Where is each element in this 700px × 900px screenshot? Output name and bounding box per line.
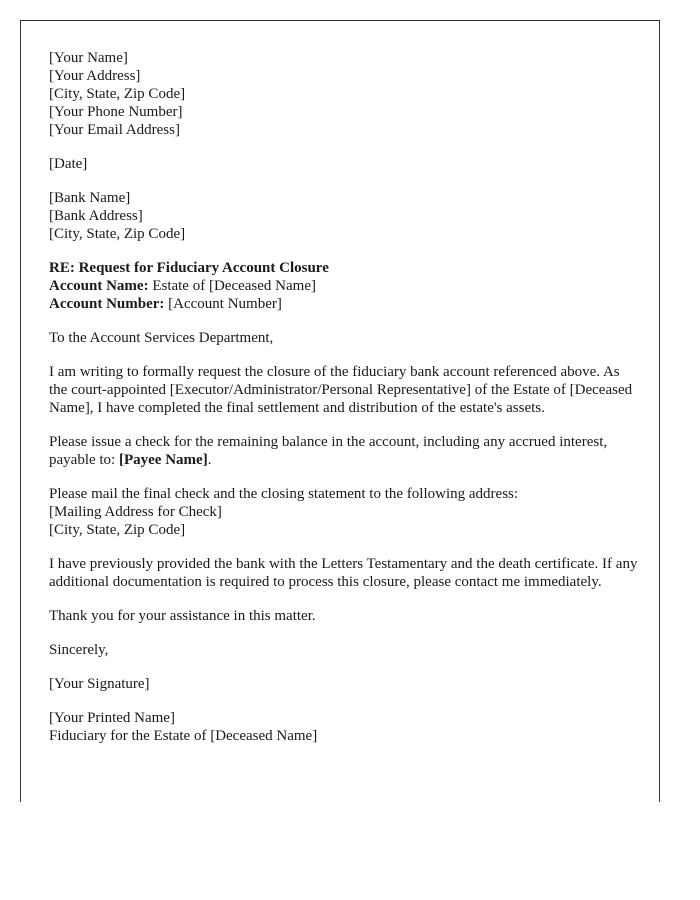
sender-block <box>49 49 639 139</box>
sender-name: [Your Name] <box>49 50 128 66</box>
signer-block <box>49 709 639 745</box>
sender-email: [Your Email Address] <box>49 122 180 138</box>
mailing-intro: Please mail the final check and the closing statement to the following address: <box>49 486 519 502</box>
body-paragraph-4: I have previously provided the bank with the Letters Testamentary and the death certificate. If any additional documentation is required to process this closure, please contact me immediately. <box>49 556 638 590</box>
sender-city-state-zip: [City, State, Zip Code] <box>49 86 186 102</box>
paragraph2-period: . <box>207 452 212 468</box>
salutation: To the Account Services Department, <box>49 330 274 346</box>
account-number-line <box>49 295 639 313</box>
body-paragraph-5: Thank you for your assistance in this matter. <box>49 608 316 624</box>
signer-title: Fiduciary for the Estate of [Deceased Name] <box>49 728 318 744</box>
mailing-address: [Mailing Address for Check] <box>49 504 222 520</box>
bank-address: [Bank Address] <box>49 208 143 224</box>
account-name-line <box>49 277 639 295</box>
bank-city-state-zip: [City, State, Zip Code] <box>49 226 186 242</box>
paragraph2-text: Please issue a check for the remaining balance in the account, including any accrued interest, payable to: <box>49 434 608 468</box>
body-paragraph-1: I am writing to formally request the closure of the fiduciary bank account referenced above. As the court-appointed [Executor/Administrator/Personal Representative] of the Estate of [Deceased Name], I have completed the final settlement and distribution of the estate's assets. <box>49 364 633 416</box>
subject-block <box>49 259 639 313</box>
date-block <box>49 155 639 173</box>
signature: [Your Signature] <box>49 676 150 692</box>
recipient-block <box>49 189 639 243</box>
letter-content <box>49 49 639 761</box>
account-number-label: Account Number: <box>49 296 165 312</box>
account-name-label: Account Name: <box>49 278 149 294</box>
letter-date: [Date] <box>49 156 88 172</box>
printed-name: [Your Printed Name] <box>49 710 175 726</box>
sender-address: [Your Address] <box>49 68 141 84</box>
mailing-city-state-zip: [City, State, Zip Code] <box>49 522 186 538</box>
re-line: RE: Request for Fiduciary Account Closure <box>49 260 329 276</box>
sender-phone: [Your Phone Number] <box>49 104 183 120</box>
account-name-value: Estate of [Deceased Name] <box>148 278 316 294</box>
body-paragraph-2 <box>49 433 639 469</box>
body-paragraph-3 <box>49 485 639 539</box>
account-number-value: [Account Number] <box>164 296 282 312</box>
valediction: Sincerely, <box>49 642 109 658</box>
bank-name: [Bank Name] <box>49 190 131 206</box>
letter-page <box>20 20 660 802</box>
payee-name: [Payee Name] <box>118 452 208 468</box>
